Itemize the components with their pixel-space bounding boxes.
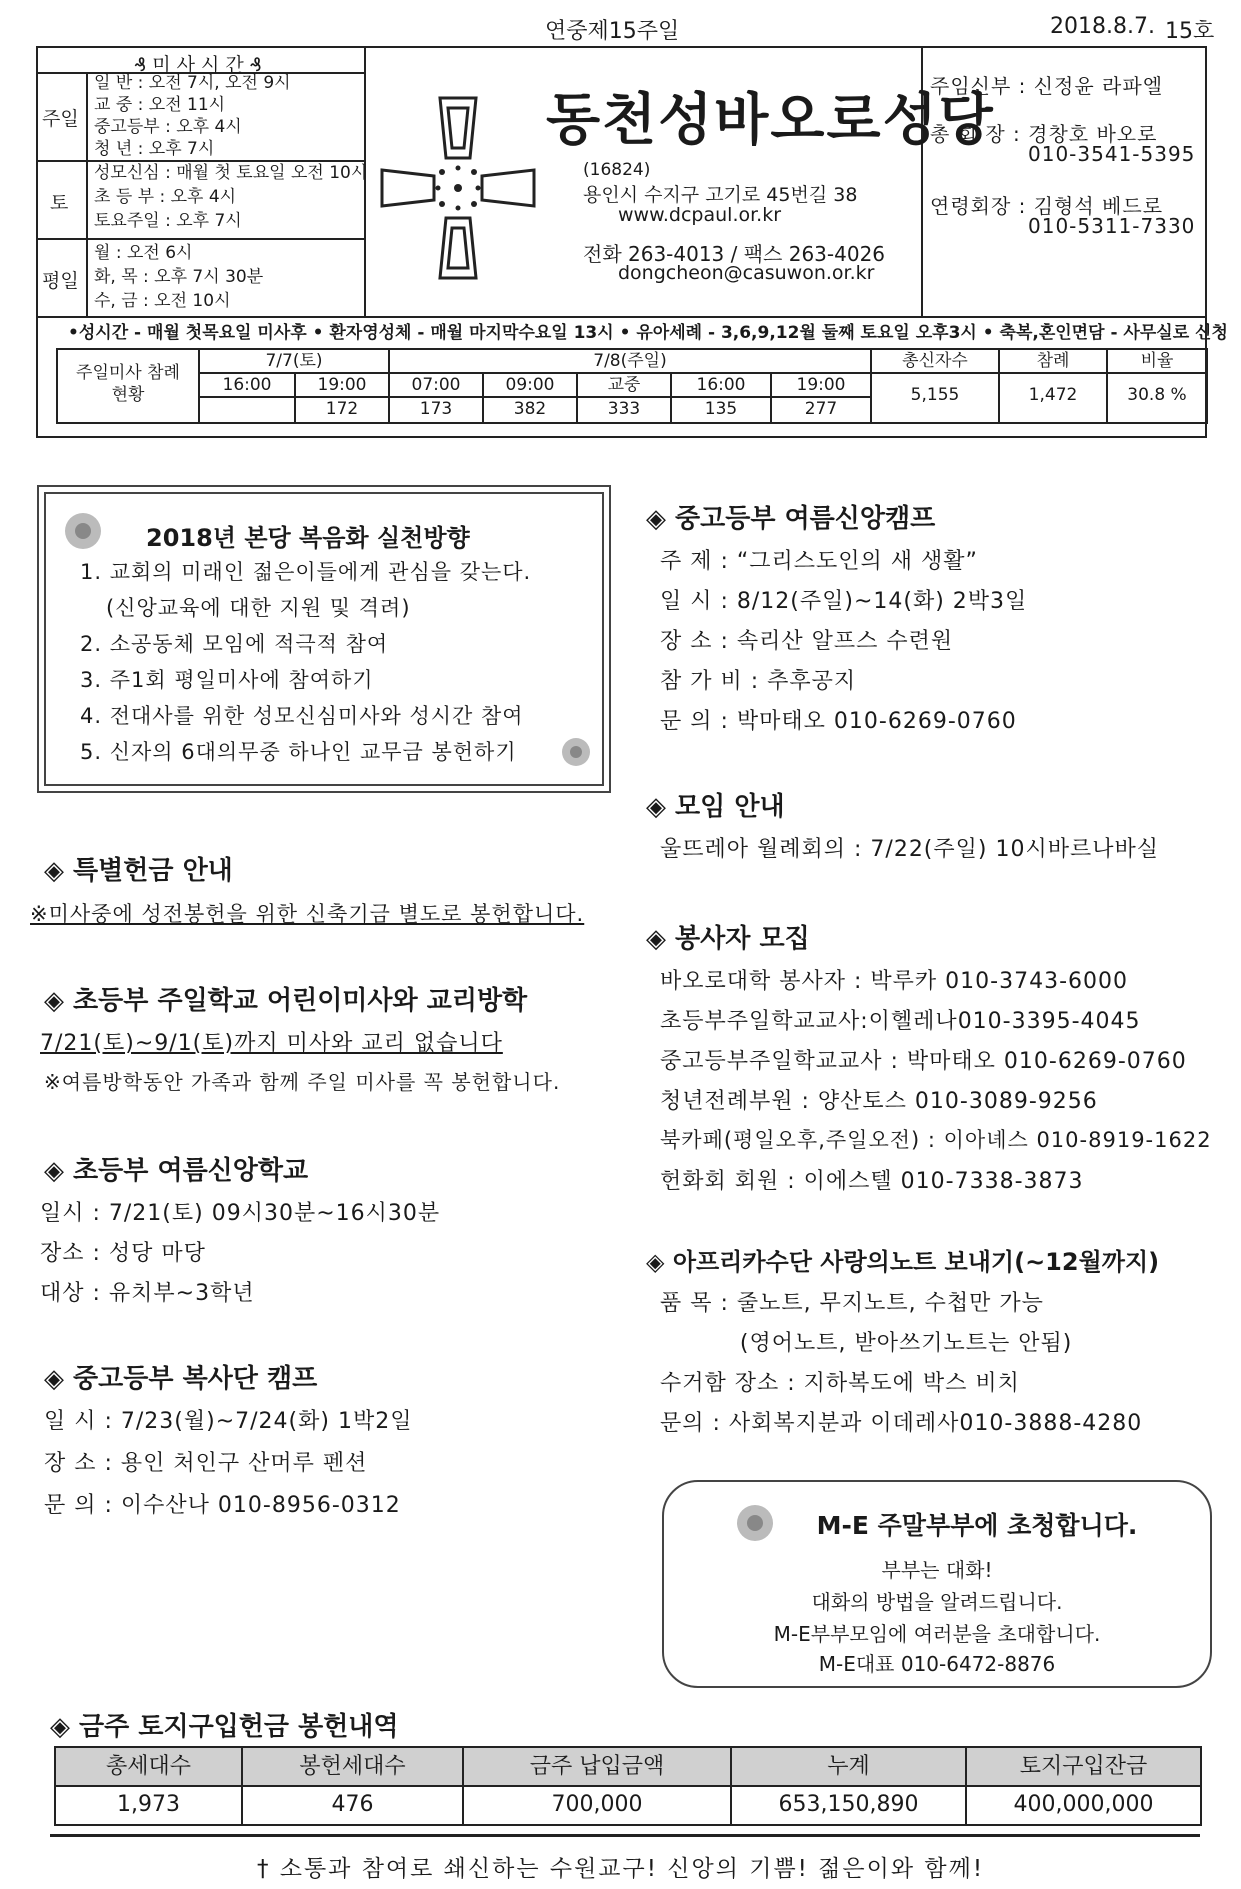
offering-giving-households: 476 — [331, 1792, 374, 1817]
attendance-table — [56, 348, 1208, 424]
weekday-mass-2: 화, 목 : 오후 7시 30분 — [94, 267, 264, 287]
kids-vacation-dates: 7/21(토)~9/1(토)까지 미사와 교리 없습니다 — [40, 1031, 503, 1056]
summer-school-line-2: 장소 : 성당 마당 — [40, 1241, 206, 1266]
me-line-2: 대화의 방법을 알려드립니다. — [811, 1590, 1063, 1614]
goal-item-4: 4. 전대사를 위한 성모신심미사와 성시간 참여 — [80, 704, 524, 728]
summer-school-line-3: 대상 : 유치부~3학년 — [40, 1281, 255, 1306]
me-title: M-E 주말부부에 초청합니다. — [816, 1511, 1138, 1540]
weekday-label: 평일 — [42, 270, 79, 292]
council-president-phone: 010-3541-5395 — [1028, 142, 1196, 166]
info-strip: •성시간 - 매월 첫목요일 미사후 • 환자영성체 - 매월 마지막수요일 13시 • 유아세례 - 3,6,9,12월 둘째 토요일 오후3시 • 축복,혼인면담 - 사무실로 신청 — [68, 323, 1228, 343]
altar-camp-line-1: 일 시 : 7/23(월)~7/24(화) 1박2일 — [44, 1409, 413, 1434]
church-email[interactable]: dongcheon@casuwon.or.kr — [618, 262, 875, 284]
saturday-mass-3: 토요주일 : 오후 7시 — [94, 211, 242, 231]
evangelization-goals-box — [44, 492, 604, 786]
offering-header-2: 봉헌세대수 — [243, 1748, 462, 1786]
sunday-mass-3: 중고등부 : 오후 4시 — [94, 117, 242, 137]
volunteer-line-3: 중고등부주일학교교사 : 박마태오 010-6269-0760 — [660, 1049, 1187, 1074]
me-invitation-box — [662, 1480, 1212, 1688]
league-president: 연령회장 : 김형석 베드로 — [930, 194, 1164, 218]
volunteer-line-6: 헌화회 회원 : 이에스텔 010-7338-3873 — [660, 1169, 1084, 1194]
africa-line-1: 품 목 : 줄노트, 무지노트, 수첩만 가능 — [660, 1291, 1044, 1316]
sunday-label: 주일 — [42, 108, 79, 130]
kids-vacation-note: ※여름방학동안 가족과 함께 주일 미사를 꼭 봉헌합니다. — [44, 1070, 561, 1094]
altar-camp-title: ◈ 중고등부 복사단 캠프 — [44, 1364, 318, 1394]
count-3: 173 — [419, 399, 453, 419]
special-offering-title: ◈ 특별헌금 안내 — [44, 856, 233, 886]
sat-date: 7/7(토) — [265, 351, 323, 371]
offering-this-week: 700,000 — [551, 1792, 643, 1817]
church-name: 동천성바오로성당 — [546, 88, 995, 153]
time-6: 16:00 — [696, 375, 746, 395]
offering-balance: 400,000,000 — [1013, 1792, 1154, 1817]
mass-times-title: ₰미사시간₰ — [134, 54, 268, 76]
attendance-label: 주일미사 참례현황 — [76, 363, 180, 405]
footer-divider — [50, 1834, 1200, 1837]
church-logo-icon — [378, 88, 538, 288]
africa-line-2: (영어노트, 받아쓰기노트는 안됨) — [660, 1331, 1073, 1356]
youth-camp-line-1: 주 제 : “그리스도인의 새 생활” — [660, 549, 978, 574]
saturday-mass-1: 성모신심 : 매월 첫 토요일 오전 10시 — [94, 163, 368, 183]
weekday-mass-3: 수, 금 : 오전 10시 — [94, 291, 231, 311]
time-1: 16:00 — [222, 375, 272, 395]
attend-label: 참례 — [1036, 351, 1070, 371]
time-4: 09:00 — [505, 375, 555, 395]
week-title: 연중제15주일 — [545, 19, 680, 44]
africa-line-3: 수거함 장소 : 지하복도에 박스 비치 — [660, 1371, 1020, 1396]
summer-school-title: ◈ 초등부 여름신앙학교 — [44, 1156, 309, 1186]
goal-item-5: 5. 신자의 6대의무중 하나인 교무금 봉헌하기 — [80, 740, 517, 764]
goal-item-2: 2. 소공동체 모임에 적극적 참여 — [80, 632, 389, 656]
volunteer-line-2: 초등부주일학교교사:이헬레나010-3395-4045 — [660, 1009, 1141, 1034]
ratio-value: 30.8 % — [1127, 385, 1187, 405]
youth-camp-title: ◈ 중고등부 여름신앙캠프 — [646, 504, 936, 534]
saturday-label: 토 — [50, 192, 69, 214]
count-7: 277 — [804, 399, 838, 419]
issue-date: 2018.8.7. — [1050, 14, 1155, 39]
league-president-phone: 010-5311-7330 — [1028, 214, 1196, 238]
church-postcode: (16824) — [583, 160, 651, 180]
volunteer-line-1: 바오로대학 봉사자 : 박루카 010-3743-6000 — [660, 969, 1129, 994]
count-5: 333 — [607, 399, 641, 419]
bulletin-header — [36, 46, 1228, 438]
church-website[interactable]: www.dcpaul.or.kr — [618, 204, 782, 226]
time-3: 07:00 — [411, 375, 461, 395]
kids-vacation-title: ◈ 초등부 주일학교 어린이미사와 교리방학 — [44, 986, 528, 1016]
issue-number: 15호 — [1165, 19, 1215, 44]
altar-camp-line-2: 장 소 : 용인 처인구 산머루 펜션 — [44, 1451, 368, 1476]
count-2: 172 — [325, 399, 359, 419]
volunteer-line-4: 청년전례부원 : 양산토스 010-3089-9256 — [660, 1089, 1098, 1114]
offering-header-1: 총세대수 — [56, 1748, 241, 1786]
time-7: 19:00 — [796, 375, 846, 395]
africa-notebook-title: ◈ 아프리카수단 사랑의노트 보내기(~12월까지) — [646, 1248, 1160, 1276]
church-address: 용인시 수지구 고기로 45번길 38 — [583, 184, 858, 206]
attend-value: 1,472 — [1028, 385, 1078, 405]
footer-motto: † 소통과 참여로 쇄신하는 수원교구! 신앙의 기쁨! 젊은이와 함께! — [256, 1856, 985, 1882]
time-2: 19:00 — [317, 375, 367, 395]
meeting-title: ◈ 모임 안내 — [646, 792, 785, 822]
offering-cumulative: 653,150,890 — [778, 1792, 919, 1817]
count-4: 382 — [513, 399, 547, 419]
goal-item-1-sub: (신앙교육에 대한 지원 및 격려) — [106, 596, 411, 620]
meeting-text: 울뜨레아 월례회의 : 7/22(주일) 10시바르나바실 — [660, 837, 1159, 862]
sunday-mass-4: 청 년 : 오후 7시 — [94, 139, 215, 159]
me-line-1: 부부는 대화! — [881, 1558, 993, 1582]
total-value: 5,155 — [910, 385, 960, 405]
goals-title: 2018년 본당 복음화 실천방향 — [146, 524, 470, 552]
church-phone: 전화 263-4013 / 팩스 263-4026 — [583, 242, 886, 266]
offering-total-households: 1,973 — [117, 1792, 180, 1817]
goal-item-3: 3. 주1회 평일미사에 참여하기 — [80, 668, 374, 692]
special-offering-text: ※미사중에 성전봉헌을 위한 신축기금 별도로 봉헌합니다. — [30, 902, 585, 926]
summer-school-line-1: 일시 : 7/21(토) 09시30분~16시30분 — [40, 1201, 441, 1226]
saturday-mass-2: 초 등 부 : 오후 4시 — [94, 187, 237, 207]
me-line-4: M-E대표 010-6472-8876 — [818, 1652, 1056, 1676]
altar-camp-line-3: 문 의 : 이수산나 010-8956-0312 — [44, 1493, 401, 1518]
volunteer-line-5: 북카페(평일오후,주일오전) : 이아녜스 010-8919-1622 — [660, 1128, 1212, 1152]
land-offering-title: ◈ 금주 토지구입헌금 봉헌내역 — [50, 1712, 399, 1742]
offering-header-3: 금주 납입금액 — [464, 1748, 730, 1786]
count-6: 135 — [704, 399, 738, 419]
me-line-3: M-E부부모임에 여러분을 초대합니다. — [773, 1622, 1101, 1646]
sunday-mass-2: 교 중 : 오전 11시 — [94, 95, 226, 115]
offering-header-5: 토지구입잔금 — [967, 1748, 1200, 1786]
sun-date: 7/8(주일) — [593, 351, 667, 371]
total-label: 총신자수 — [902, 351, 968, 371]
weekday-mass-1: 월 : 오전 6시 — [94, 243, 193, 263]
youth-camp-line-5: 문 의 : 박마태오 010-6269-0760 — [660, 709, 1017, 734]
africa-line-4: 문의 : 사회복지분과 이데레사010-3888-4280 — [660, 1411, 1143, 1436]
time-5: 교중 — [607, 375, 641, 395]
flower-decoration-icon — [554, 730, 598, 774]
goal-item-1: 1. 교회의 미래인 젊은이들에게 관심을 갖는다. — [80, 560, 532, 584]
flower-decoration-icon — [56, 504, 110, 558]
offering-header-4: 누계 — [732, 1748, 965, 1786]
youth-camp-line-2: 일 시 : 8/12(주일)~14(화) 2박3일 — [660, 589, 1028, 614]
volunteer-title: ◈ 봉사자 모집 — [646, 924, 810, 954]
council-president: 총 회 장 : 경창호 바오로 — [930, 122, 1158, 146]
land-offering-table — [54, 1746, 1202, 1826]
youth-camp-line-4: 참 가 비 : 추후공지 — [660, 669, 857, 694]
youth-camp-line-3: 장 소 : 속리산 알프스 수련원 — [660, 629, 954, 654]
pastor: 주임신부 : 신정윤 라파엘 — [930, 74, 1164, 98]
ratio-label: 비율 — [1140, 351, 1174, 371]
sunday-mass-1: 일 반 : 오전 7시, 오전 9시 — [94, 73, 291, 93]
